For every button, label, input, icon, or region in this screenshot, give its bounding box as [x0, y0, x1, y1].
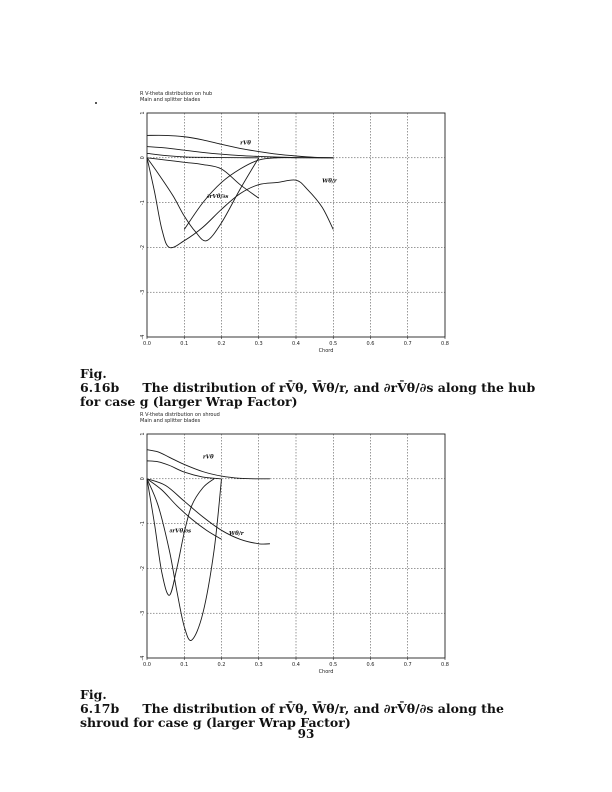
x-tick-label: 0.2 [217, 341, 226, 347]
y-tick-label: -3 [140, 289, 146, 295]
x-tick-label: 0.3 [254, 341, 263, 347]
caption-fig-6-17b [80, 688, 550, 730]
curve-annotation: Wθ/r [322, 178, 337, 185]
x-tick-label: 0.1 [180, 341, 189, 347]
y-tick-label: 1 [140, 111, 146, 115]
x-tick-label: 0.3 [254, 662, 263, 668]
curve-annotation: Wθ/r [228, 530, 244, 537]
page-number: 93 [297, 727, 315, 741]
y-tick-label: 1 [140, 432, 146, 436]
curve-annotation: rVθ [240, 140, 251, 147]
chart1-subtitle: Main and splitter blades [140, 97, 201, 103]
chart2-subtitle: Main and splitter blades [140, 418, 201, 424]
y-tick-label: -2 [140, 565, 146, 571]
caption-fig-label: Fig. 6.16b [80, 366, 120, 395]
x-tick-label: 0.4 [292, 341, 300, 347]
x-axis-label: Chord [318, 669, 334, 675]
series-line [147, 479, 214, 596]
y-tick-label: -4 [140, 334, 146, 340]
x-tick-label: 0.0 [143, 662, 151, 668]
x-tick-label: 0.2 [217, 662, 226, 668]
x-tick-label: 0.7 [403, 662, 412, 668]
y-tick-label: -4 [140, 655, 146, 661]
y-tick-label: -3 [140, 610, 146, 616]
chart1-title: R V-theta distribution on hub [140, 91, 213, 97]
caption-text: The distribution of rV̄θ, W̄θ/r, and ∂rV̄θ/∂s along the hub for case g (larger Wrap Factor) [80, 380, 536, 409]
chart2-title: R V-theta distribution on shroud [140, 412, 220, 418]
x-tick-label: 0.8 [441, 662, 449, 668]
curve-annotation: ∂rVθ/∂s [206, 194, 229, 201]
curve-annotation: ∂rVθ/∂s [169, 528, 192, 535]
x-tick-label: 0.8 [441, 341, 449, 347]
x-tick-label: 0.6 [366, 341, 375, 347]
x-tick-label: 0.6 [366, 662, 375, 668]
y-tick-label: 0 [140, 156, 146, 160]
curve-annotation: rVθ [202, 454, 214, 461]
x-tick-label: 0.0 [143, 341, 151, 347]
x-tick-label: 0.5 [329, 662, 338, 668]
y-tick-label: -1 [140, 200, 146, 206]
x-tick-label: 0.7 [403, 341, 412, 347]
caption-fig-label: Fig. 6.17b [80, 687, 120, 716]
y-tick-label: -2 [140, 244, 146, 250]
y-tick-label: 0 [140, 477, 146, 481]
x-tick-label: 0.5 [329, 341, 338, 347]
caption-text: The distribution of rV̄θ, W̄θ/r, and ∂rV̄θ/∂s along the shroud for case g (larger Wrap Factor) [80, 701, 504, 730]
y-tick-label: -1 [140, 521, 146, 527]
x-axis-label: Chord [318, 348, 334, 354]
x-tick-label: 0.4 [292, 662, 300, 668]
x-tick-label: 0.1 [180, 662, 189, 668]
